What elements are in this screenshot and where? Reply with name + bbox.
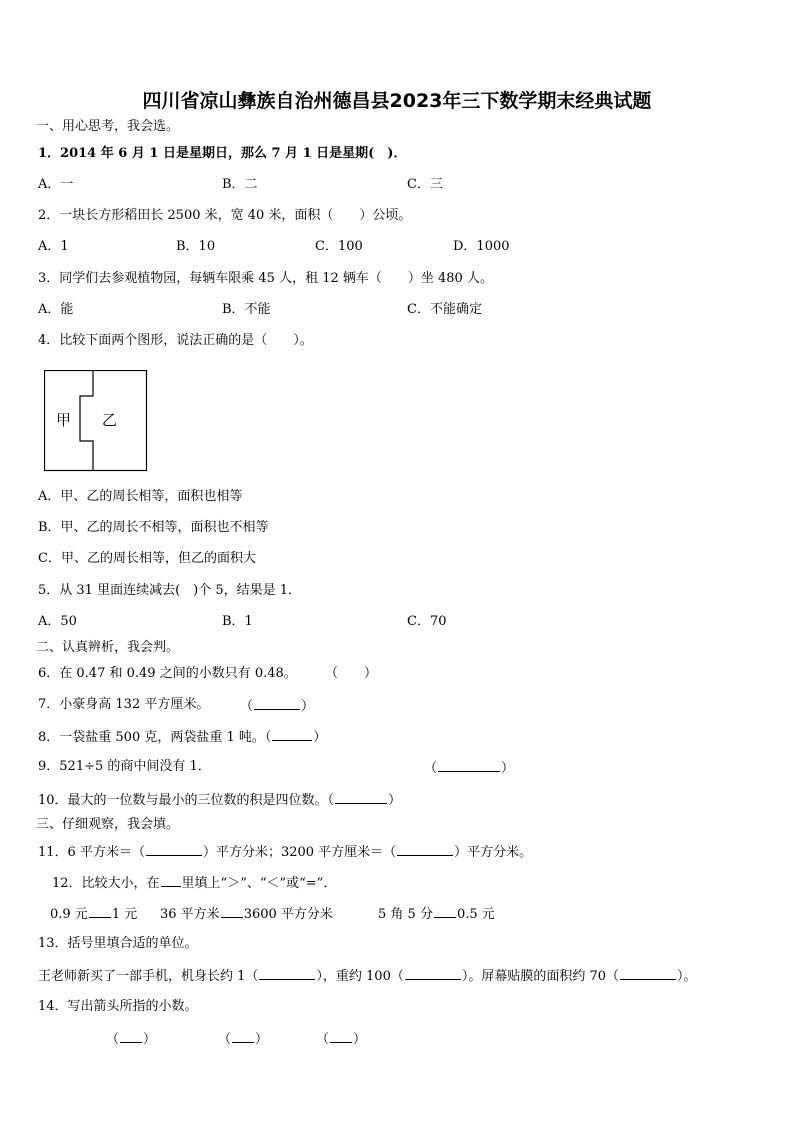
paren-open: （	[264, 730, 272, 745]
paren-close: ）	[353, 1032, 367, 1047]
q1-option-a[interactable]: A．一	[38, 177, 74, 192]
section-heading-3: 三、仔细观察，我会填。	[36, 817, 180, 832]
paren-close: ）	[501, 761, 515, 776]
q11-text-3: ）平方分米。	[454, 845, 533, 860]
q11-text-2: ）平方分米；3200 平方厘米＝（	[202, 845, 397, 860]
q1-option-c[interactable]: C．三	[407, 177, 443, 192]
q13-text-1: 王老师新买了一部手机，机身长约 1（	[38, 969, 259, 984]
paren-open: （	[316, 1032, 330, 1047]
q4-option-c[interactable]: C．甲、乙的周长相等，但乙的面积大	[38, 551, 256, 566]
q12-item-3-right: 0.5 元	[456, 907, 495, 922]
q12-item-1-blank[interactable]	[89, 904, 111, 918]
q12-item-1-right: 1 元	[111, 907, 138, 922]
paren-close: ）	[313, 730, 327, 745]
question-12	[52, 873, 336, 893]
q3-option-a[interactable]: A．能	[38, 302, 74, 317]
section-heading-2: 二、认真辨析，我会判。	[36, 640, 180, 655]
q13-text-2: ），重约 100（	[316, 969, 404, 984]
q2-option-a[interactable]: A．1	[38, 239, 69, 254]
q4-option-a[interactable]: A．甲、乙的周长相等，面积也相等	[38, 489, 243, 504]
paren-close: ）	[143, 1032, 157, 1047]
question-3: 3．同学们去参观植物园，每辆车限乘 45 人，租 12 辆车（ ）坐 480 人。	[38, 271, 493, 286]
q12-item-3-blank[interactable]	[434, 904, 456, 918]
paren-open: （	[327, 793, 335, 808]
question-9: 9．521÷5 的商中间没有 1．	[38, 759, 211, 774]
q2-option-c[interactable]: C．100	[315, 239, 363, 254]
q14-answer-blank-1[interactable]	[106, 1029, 156, 1049]
shape-comparison-diagram	[44, 370, 148, 474]
question-8	[38, 727, 326, 747]
q6-answer-paren[interactable]: （ ）	[325, 666, 378, 681]
q11-answer-blank-1[interactable]	[146, 842, 202, 856]
shape-label-left: 甲	[56, 411, 72, 429]
q9-answer-blank[interactable]	[424, 758, 514, 778]
q12-example-blank	[161, 873, 181, 887]
section-heading-1: 一、用心思考，我会选。	[36, 119, 180, 134]
dividing-line	[80, 371, 93, 471]
blank-line	[330, 1029, 352, 1043]
paren-close: ）	[255, 1032, 269, 1047]
shape-label-right: 乙	[102, 411, 118, 429]
question-5: 5．从 31 里面连续减去( )个 5，结果是 1．	[38, 583, 302, 598]
q11-text-1: 11．6 平方米＝（	[38, 845, 145, 860]
question-2: 2．一块长方形稻田长 2500 米，宽 40 米，面积（ ）公顷。	[38, 208, 412, 223]
q1-option-b[interactable]: B．二	[222, 177, 258, 192]
q13-answer-blank-2[interactable]	[405, 966, 461, 980]
paren-close: ）	[388, 793, 402, 808]
q14-answer-blank-2[interactable]	[218, 1029, 268, 1049]
q10-text: 10．最大的一位数与最小的三位数的积是四位数。	[38, 793, 328, 808]
q13-text-3: ）。屏幕贴膜的面积约 70（	[461, 969, 620, 984]
q12-item-3-left: 5 角 5 分	[378, 907, 433, 922]
paren-open: （	[240, 699, 254, 714]
q3-option-b[interactable]: B．不能	[222, 302, 271, 317]
blank-line	[254, 696, 300, 710]
q13-answer-blank-3[interactable]	[620, 966, 676, 980]
q12-item-2-left: 36 平方米	[160, 907, 220, 922]
q3-option-c[interactable]: C．不能确定	[407, 302, 482, 317]
q4-figure	[44, 370, 148, 478]
blank-line	[120, 1029, 142, 1043]
q2-option-d[interactable]: D．1000	[453, 239, 510, 254]
q12-item-1	[50, 904, 137, 924]
q13-sentence	[38, 966, 697, 986]
q4-option-b[interactable]: B．甲、乙的周长不相等，面积也不相等	[38, 520, 269, 535]
q13-text-4: ）。	[677, 969, 697, 984]
q5-option-c[interactable]: C．70	[407, 614, 447, 629]
q10-answer-blank[interactable]	[335, 790, 387, 804]
question-1: 1．2014 年 6 月 1 日是星期日，那么 7 月 1 日是星期( )．	[38, 146, 407, 161]
q5-option-b[interactable]: B．1	[222, 614, 253, 629]
q12-item-3	[378, 904, 495, 924]
paren-open: （	[218, 1032, 232, 1047]
q12-text-1: 12．比较大小，在	[52, 876, 160, 891]
question-14: 14．写出箭头所指的小数。	[38, 999, 198, 1014]
question-11	[38, 842, 532, 862]
question-7: 7．小豪身高 132 平方厘米。	[38, 697, 210, 712]
paren-close: ）	[301, 699, 315, 714]
paren-open: （	[424, 761, 438, 776]
page-title: 四川省凉山彝族自治州德昌县2023年三下数学期末经典试题	[142, 90, 652, 112]
question-13: 13．括号里填合适的单位。	[38, 936, 198, 951]
blank-line	[438, 758, 500, 772]
blank-line	[232, 1029, 254, 1043]
q12-item-2	[160, 904, 333, 924]
q11-answer-blank-2[interactable]	[397, 842, 453, 856]
q8-answer-blank[interactable]	[272, 727, 312, 741]
question-6: 6．在 0.47 和 0.49 之间的小数只有 0.48。	[38, 666, 297, 681]
q7-answer-blank[interactable]	[240, 696, 314, 716]
question-4: 4．比较下面两个图形，说法正确的是（ ）。	[38, 333, 313, 348]
paren-open: （	[106, 1032, 120, 1047]
q14-answer-blank-3[interactable]	[316, 1029, 366, 1049]
q12-item-2-blank[interactable]	[221, 904, 243, 918]
q12-item-1-left: 0.9 元	[50, 907, 88, 922]
q2-option-b[interactable]: B．10	[176, 239, 216, 254]
q12-text-2: 里填上“＞”、“＜”或“=”．	[181, 876, 337, 891]
q5-option-a[interactable]: A．50	[38, 614, 77, 629]
q8-text: 8．一袋盐重 500 克，两袋盐重 1 吨。	[38, 730, 265, 745]
question-10	[38, 790, 401, 810]
q13-answer-blank-1[interactable]	[259, 966, 315, 980]
q12-item-2-right: 3600 平方分米	[243, 907, 333, 922]
